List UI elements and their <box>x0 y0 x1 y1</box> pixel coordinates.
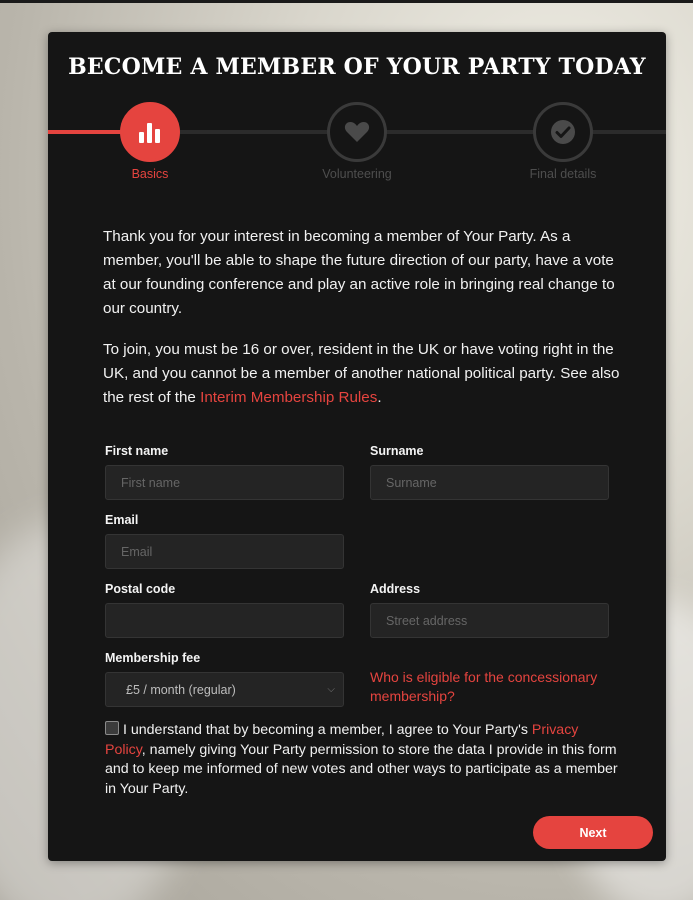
step-label: Final details <box>529 167 597 181</box>
intro-text <box>103 225 623 427</box>
consent-text <box>105 721 620 799</box>
step-basics-circle <box>120 102 180 162</box>
bar-chart-icon <box>137 121 163 143</box>
signup-card <box>48 32 666 861</box>
consent-checkbox[interactable] <box>105 721 119 735</box>
chevron-down-icon: ⌵ <box>327 684 335 695</box>
step-label: Basics <box>131 167 169 181</box>
postal-code-label: Postal code <box>105 582 176 596</box>
page-title: BECOME A MEMBER OF YOUR PARTY TODAY <box>68 54 646 80</box>
intro-text-part: To join, you must be 16 or over, resident in the UK or have voting right in the UK, and you cannot be a member of another national political party. See also the rest of the <box>103 341 620 406</box>
consent-text-before: I understand that by becoming a member, I agree to Your Party's <box>123 722 532 738</box>
step-final-details[interactable] <box>503 102 623 181</box>
email-input[interactable]: Email <box>105 534 344 569</box>
address-input[interactable]: Street address <box>370 603 609 638</box>
membership-fee-label: Membership fee <box>105 651 201 665</box>
step-label: Volunteering <box>322 167 392 181</box>
step-basics[interactable] <box>90 102 210 181</box>
membership-fee-value: £5 / month (regular) <box>126 682 236 697</box>
concession-link[interactable]: Who is eligible for the concessionary membership? <box>370 669 598 704</box>
email-label: Email <box>105 513 139 527</box>
first-name-label: First name <box>105 444 169 458</box>
step-final-circle <box>533 102 593 162</box>
postal-code-input[interactable] <box>105 603 344 638</box>
membership-fee-field <box>105 651 344 707</box>
intro-text-end: . <box>377 389 382 406</box>
intro-paragraph <box>103 338 623 410</box>
first-name-input[interactable]: First name <box>105 465 344 500</box>
heart-icon <box>344 121 370 143</box>
intro-paragraph: Thank you for your interest in becoming a member of Your Party. As a member, you'll be able to shape the future direction of our party, have a vote at our founding conference and play an active role in bringing real change to our country. <box>103 228 615 317</box>
top-edge <box>0 0 693 3</box>
surname-label: Surname <box>370 444 424 458</box>
membership-rules-link[interactable]: Interim Membership Rules <box>200 389 378 406</box>
surname-input[interactable]: Surname <box>370 465 609 500</box>
check-circle-icon <box>550 119 576 145</box>
step-volunteering[interactable] <box>297 102 417 181</box>
address-label: Address <box>370 582 421 596</box>
address-field <box>370 582 609 638</box>
membership-fee-select[interactable] <box>105 672 344 707</box>
privacy-policy-link[interactable]: Privacy Policy <box>105 722 579 758</box>
step-volunteering-circle <box>327 102 387 162</box>
email-field <box>105 513 344 569</box>
consent-text-after: , namely giving Your Party permission to store the data I provide in this form and to keep me informed of new votes and other ways to participate as a member in Your Party. <box>105 741 618 797</box>
postal-code-field <box>105 582 344 638</box>
first-name-field <box>105 444 344 500</box>
surname-field <box>370 444 609 500</box>
next-button[interactable]: Next <box>533 816 653 849</box>
